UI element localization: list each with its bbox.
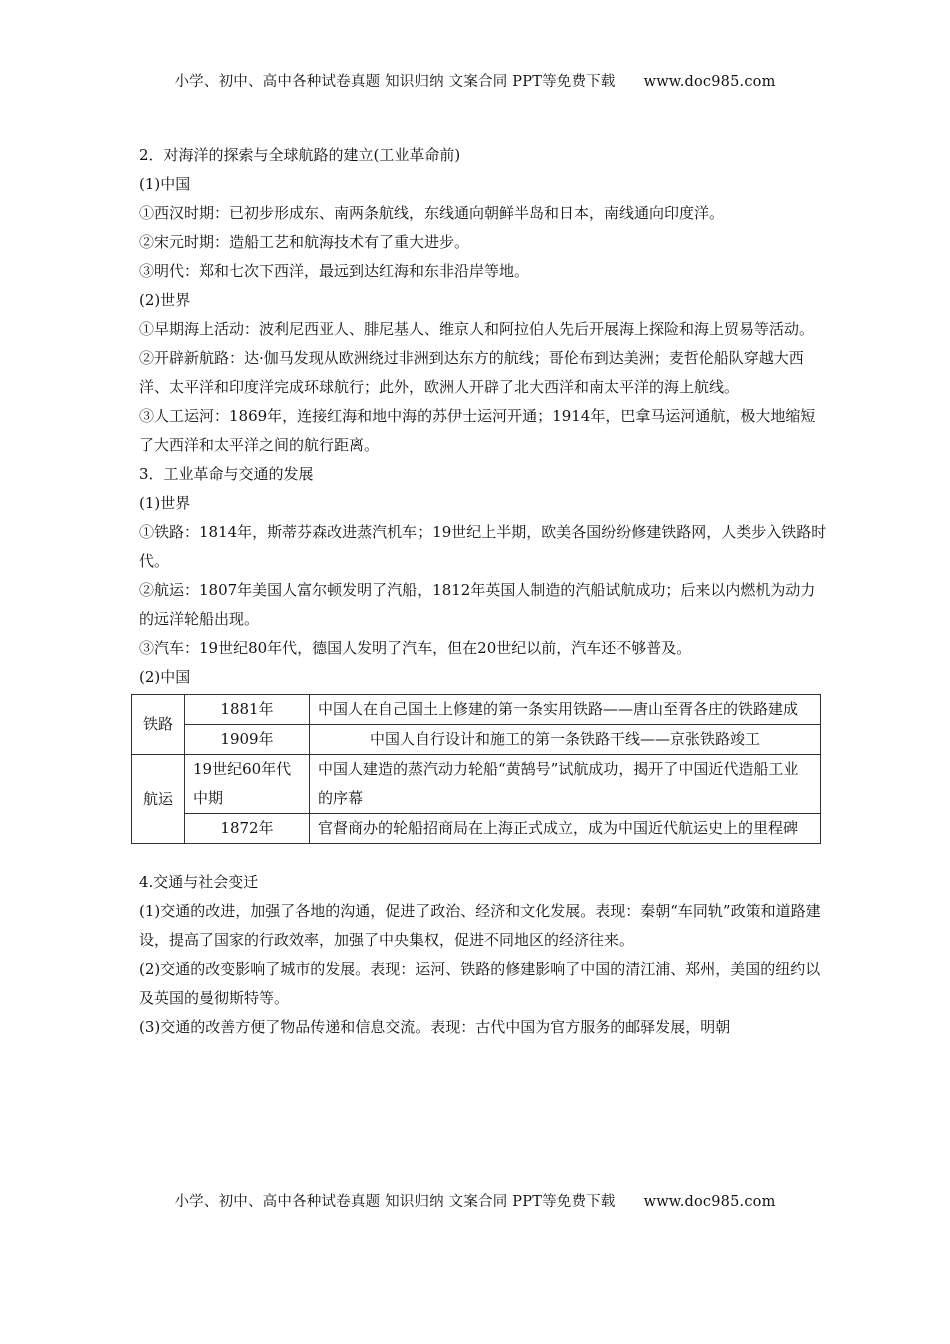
section-2-china-item: ③明代：郑和七次下西洋，最远到达红海和东非沿岸等地。 bbox=[139, 262, 530, 280]
table-desc: 中国人在自己国土上修建的第一条实用铁路——唐山至胥各庄的铁路建成 bbox=[310, 695, 821, 725]
section-2-china-label: (1)中国 bbox=[139, 175, 191, 193]
section-3-world-item: ②航运：1807年美国人富尔顿发明了汽船，1812年英国人制造的汽船试航成功；后来以内燃机为动力的远洋轮船出现。 bbox=[139, 581, 816, 628]
section-2-world-label: (2)世界 bbox=[139, 291, 191, 309]
section-2-world-item: ②开辟新航路：达·伽马发现从欧洲绕过非洲到达东方的航线；哥伦布到达美洲；麦哲伦船队穿越大西洋、太平洋和印度洋完成环球航行；此外，欧洲人开辟了北大西洋和南太平洋的海上航线。 bbox=[139, 349, 804, 396]
table-year: 1872年 bbox=[185, 814, 310, 844]
table-category-shipping: 航运 bbox=[132, 755, 185, 844]
table-row bbox=[132, 755, 821, 814]
section-3-world-item: ③汽车：19世纪80年代，德国人发明了汽车，但在20世纪以前，汽车还不够普及。 bbox=[139, 639, 692, 657]
section-2-title: 2．对海洋的探索与全球航路的建立(工业革命前) bbox=[139, 146, 461, 164]
table-year: 1909年 bbox=[185, 725, 310, 755]
section-3-world-item: ①铁路：1814年，斯蒂芬森改进蒸汽机车；19世纪上半期，欧美各国纷纷修建铁路网，人类步入铁路时代。 bbox=[139, 523, 827, 570]
section-3-title: 3．工业革命与交通的发展 bbox=[139, 465, 314, 483]
footer-text: 小学、初中、高中各种试卷真题 知识归纳 文案合同 PPT等免费下载 bbox=[174, 1194, 616, 1210]
page-header bbox=[0, 70, 950, 91]
footer-url[interactable]: www.doc985.com bbox=[643, 1194, 776, 1210]
section-3-world-label: (1)世界 bbox=[139, 494, 191, 512]
table-row bbox=[132, 695, 821, 725]
section-2-world-item: ③人工运河：1869年，连接红海和地中海的苏伊士运河开通；1914年，巴拿马运河通航，极大地缩短了大西洋和太平洋之间的航行距离。 bbox=[139, 407, 816, 454]
table-year: 1881年 bbox=[185, 695, 310, 725]
header-url[interactable]: www.doc985.com bbox=[643, 74, 776, 90]
section-4-title: 4.交通与社会变迁 bbox=[139, 873, 259, 891]
section-4-item: (1)交通的改进，加强了各地的沟通，促进了政治、经济和文化发展。表现：秦朝“车同轨”政策和道路建设，提高了国家的行政效率，加强了中央集权，促进不同地区的经济往来。 bbox=[139, 902, 821, 949]
table-year: 19世纪60年代中期 bbox=[185, 755, 310, 814]
table-row bbox=[132, 725, 821, 755]
table-row bbox=[132, 814, 821, 844]
section-4-item: (2)交通的改变影响了城市的发展。表现：运河、铁路的修建影响了中国的清江浦、郑州，美国的纽约以及英国的曼彻斯特等。 bbox=[139, 960, 821, 1007]
document-body bbox=[139, 141, 829, 1042]
table-desc: 中国人建造的蒸汽动力轮船“黄鹄号”试航成功，揭开了中国近代造船工业的序幕 bbox=[310, 755, 821, 814]
section-2-china-item: ②宋元时期：造船工艺和航海技术有了重大进步。 bbox=[139, 233, 470, 251]
section-3-china-label: (2)中国 bbox=[139, 668, 191, 686]
page-footer bbox=[0, 1190, 950, 1211]
header-text: 小学、初中、高中各种试卷真题 知识归纳 文案合同 PPT等免费下载 bbox=[174, 74, 616, 90]
table-desc: 官督商办的轮船招商局在上海正式成立，成为中国近代航运史上的里程碑 bbox=[310, 814, 821, 844]
section-4-item: (3)交通的改善方便了物品传递和信息交流。表现：古代中国为官方服务的邮驿发展，明朝 bbox=[139, 1018, 731, 1036]
table-desc: 中国人自行设计和施工的第一条铁路干线——京张铁路竣工 bbox=[310, 725, 821, 755]
section-2-world-item: ①早期海上活动：波利尼西亚人、腓尼基人、维京人和阿拉伯人先后开展海上探险和海上贸易等活动。 bbox=[139, 320, 815, 338]
china-transport-table bbox=[131, 694, 821, 844]
section-2-china-item: ①西汉时期：已初步形成东、南两条航线，东线通向朝鲜半岛和日本，南线通向印度洋。 bbox=[139, 204, 725, 222]
table-category-railway: 铁路 bbox=[132, 695, 185, 755]
